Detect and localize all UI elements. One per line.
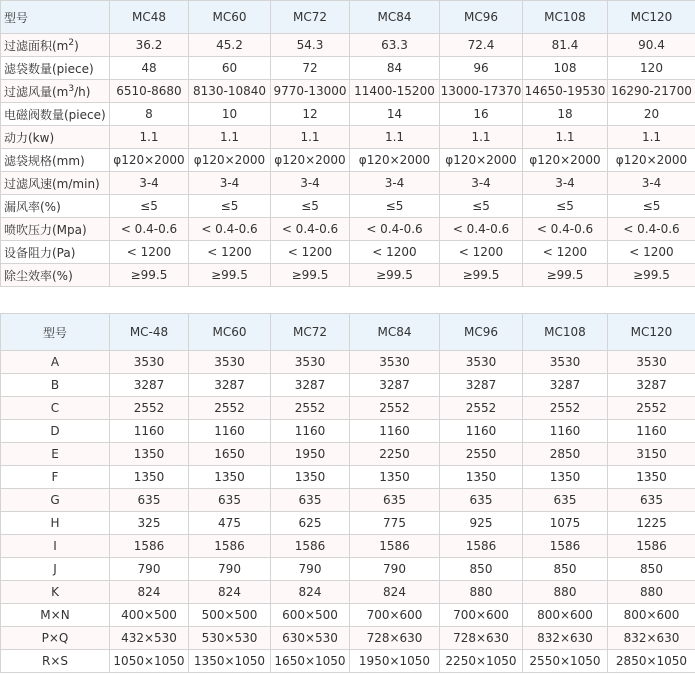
- table-row: [1, 558, 695, 581]
- value-cell: ≤5: [110, 195, 189, 218]
- value-cell: 3287: [440, 374, 523, 397]
- row-label: C: [50, 401, 60, 415]
- value-cell: 54.3: [271, 34, 350, 57]
- row-label: 除尘效率(%): [4, 268, 73, 283]
- value-cell: 2550: [440, 443, 523, 466]
- value-cell: 1160: [271, 420, 350, 443]
- row-label-cell: [1, 351, 110, 374]
- dim-table-body: [1, 314, 695, 673]
- value-cell: 790: [350, 558, 440, 581]
- header-model-cell: MC-48: [110, 314, 189, 351]
- row-label: 滤袋规格(mm): [4, 153, 85, 168]
- header-model-cell: MC120: [608, 1, 695, 34]
- value-cell: 13000-17370: [440, 80, 523, 103]
- value-cell: < 1200: [110, 241, 189, 264]
- value-cell: 1160: [523, 420, 608, 443]
- table-row: [1, 80, 695, 103]
- value-cell: 1350: [523, 466, 608, 489]
- value-cell: 635: [523, 489, 608, 512]
- row-label-cell: [1, 581, 110, 604]
- value-cell: 2552: [271, 397, 350, 420]
- row-label: M×N: [40, 608, 70, 622]
- value-cell: 1.1: [350, 126, 440, 149]
- value-cell: 48: [110, 57, 189, 80]
- value-cell: 475: [189, 512, 271, 535]
- table-row: [1, 34, 695, 57]
- value-cell: 700×600: [350, 604, 440, 627]
- row-label-cell: [1, 397, 110, 420]
- value-cell: < 0.4-0.6: [523, 218, 608, 241]
- header-row: [1, 1, 695, 34]
- value-cell: 1350×1050: [189, 650, 271, 673]
- table-row: [1, 103, 695, 126]
- value-cell: 500×500: [189, 604, 271, 627]
- value-cell: 1350: [440, 466, 523, 489]
- header-model-cell: MC84: [350, 1, 440, 34]
- value-cell: ≥99.5: [608, 264, 695, 287]
- value-cell: 1.1: [110, 126, 189, 149]
- row-label: P×Q: [41, 631, 69, 645]
- value-cell: 1350: [189, 466, 271, 489]
- row-label-cell: [1, 535, 110, 558]
- table-row: [1, 57, 695, 80]
- value-cell: 635: [110, 489, 189, 512]
- value-cell: 824: [350, 581, 440, 604]
- table-row: [1, 351, 695, 374]
- value-cell: 1586: [110, 535, 189, 558]
- value-cell: 850: [608, 558, 695, 581]
- value-cell: < 0.4-0.6: [608, 218, 695, 241]
- value-cell: 530×530: [189, 627, 271, 650]
- row-label-cell: [1, 489, 110, 512]
- row-label: 滤袋数量(piece): [4, 61, 94, 76]
- value-cell: 3530: [523, 351, 608, 374]
- value-cell: 824: [110, 581, 189, 604]
- value-cell: 120: [608, 57, 695, 80]
- row-label-cell: [1, 650, 110, 673]
- value-cell: 14: [350, 103, 440, 126]
- value-cell: φ120×2000: [608, 149, 695, 172]
- value-cell: 3-4: [110, 172, 189, 195]
- value-cell: < 1200: [440, 241, 523, 264]
- value-cell: 775: [350, 512, 440, 535]
- header-label-cell: 型号: [1, 1, 110, 34]
- value-cell: 2250: [350, 443, 440, 466]
- value-cell: 9770-13000: [271, 80, 350, 103]
- value-cell: 1160: [350, 420, 440, 443]
- row-label-suffix: /h): [74, 84, 91, 99]
- value-cell: < 1200: [189, 241, 271, 264]
- value-cell: 72.4: [440, 34, 523, 57]
- value-cell: 1225: [608, 512, 695, 535]
- value-cell: 1.1: [608, 126, 695, 149]
- value-cell: 790: [189, 558, 271, 581]
- value-cell: 1586: [271, 535, 350, 558]
- value-cell: 3530: [189, 351, 271, 374]
- value-cell: 1586: [440, 535, 523, 558]
- value-cell: 84: [350, 57, 440, 80]
- value-cell: 3287: [271, 374, 350, 397]
- header-model-cell: MC72: [271, 314, 350, 351]
- value-cell: 1160: [110, 420, 189, 443]
- value-cell: 36.2: [110, 34, 189, 57]
- header-model-cell: MC60: [189, 1, 271, 34]
- value-cell: ≤5: [523, 195, 608, 218]
- value-cell: 800×600: [608, 604, 695, 627]
- value-cell: 3287: [608, 374, 695, 397]
- row-label: 电磁阀数量(piece): [4, 107, 106, 122]
- value-cell: 790: [110, 558, 189, 581]
- value-cell: < 0.4-0.6: [110, 218, 189, 241]
- table-row: [1, 264, 695, 287]
- value-cell: 3530: [350, 351, 440, 374]
- table-row: [1, 172, 695, 195]
- value-cell: 2552: [189, 397, 271, 420]
- table-row: [1, 627, 695, 650]
- table-row: [1, 149, 695, 172]
- value-cell: ≤5: [189, 195, 271, 218]
- value-cell: φ120×2000: [440, 149, 523, 172]
- value-cell: < 0.4-0.6: [271, 218, 350, 241]
- value-cell: < 1200: [523, 241, 608, 264]
- header-model-cell: MC48: [110, 1, 189, 34]
- value-cell: 1650×1050: [271, 650, 350, 673]
- value-cell: ≤5: [608, 195, 695, 218]
- row-label-cell: [1, 420, 110, 443]
- value-cell: 1350: [350, 466, 440, 489]
- row-label-cell: [1, 443, 110, 466]
- value-cell: < 1200: [350, 241, 440, 264]
- value-cell: 635: [440, 489, 523, 512]
- header-model-cell: MC72: [271, 1, 350, 34]
- table-row: [1, 420, 695, 443]
- row-label: 过滤风速(m/min): [4, 176, 100, 191]
- value-cell: 1950: [271, 443, 350, 466]
- value-cell: 3-4: [350, 172, 440, 195]
- table-row: [1, 397, 695, 420]
- row-label: K: [51, 585, 59, 599]
- value-cell: 2850: [523, 443, 608, 466]
- value-cell: 3-4: [271, 172, 350, 195]
- table-row: [1, 650, 695, 673]
- value-cell: 18: [523, 103, 608, 126]
- table-row: [1, 535, 695, 558]
- value-cell: 1160: [440, 420, 523, 443]
- value-cell: ≥99.5: [523, 264, 608, 287]
- row-label: R×S: [41, 654, 68, 668]
- row-label: 过滤风量(m: [4, 84, 69, 99]
- value-cell: 625: [271, 512, 350, 535]
- value-cell: 2550×1050: [523, 650, 608, 673]
- value-cell: 3-4: [440, 172, 523, 195]
- value-cell: 63.3: [350, 34, 440, 57]
- value-cell: 3-4: [189, 172, 271, 195]
- row-label: 过滤面积(m: [4, 38, 69, 53]
- header-model-cell: MC108: [523, 1, 608, 34]
- header-model-cell: MC108: [523, 314, 608, 351]
- value-cell: φ120×2000: [189, 149, 271, 172]
- value-cell: 3530: [110, 351, 189, 374]
- row-label-cell: [1, 627, 110, 650]
- row-label-cell: [1, 604, 110, 627]
- row-label-cell: [1, 149, 110, 172]
- value-cell: φ120×2000: [523, 149, 608, 172]
- value-cell: 1160: [189, 420, 271, 443]
- row-label-cell: [1, 512, 110, 535]
- value-cell: 2250×1050: [440, 650, 523, 673]
- value-cell: 824: [189, 581, 271, 604]
- value-cell: ≤5: [271, 195, 350, 218]
- value-cell: 728×630: [440, 627, 523, 650]
- value-cell: 1650: [189, 443, 271, 466]
- value-cell: 12: [271, 103, 350, 126]
- header-label-cell: 型号: [1, 314, 110, 351]
- row-label-cell: [1, 126, 110, 149]
- value-cell: 850: [523, 558, 608, 581]
- value-cell: 790: [271, 558, 350, 581]
- value-cell: 850: [440, 558, 523, 581]
- table-row: [1, 466, 695, 489]
- row-label-cell: [1, 103, 110, 126]
- row-label: G: [50, 493, 60, 507]
- value-cell: 432×530: [110, 627, 189, 650]
- value-cell: 635: [608, 489, 695, 512]
- value-cell: 1350: [110, 466, 189, 489]
- value-cell: 1050×1050: [110, 650, 189, 673]
- value-cell: 10: [189, 103, 271, 126]
- row-label-cell: [1, 558, 110, 581]
- dim-table: [0, 313, 695, 673]
- value-cell: 1586: [189, 535, 271, 558]
- value-cell: 1950×1050: [350, 650, 440, 673]
- table-row: [1, 489, 695, 512]
- value-cell: 3530: [608, 351, 695, 374]
- value-cell: 20: [608, 103, 695, 126]
- row-label-cell: [1, 241, 110, 264]
- value-cell: 3287: [523, 374, 608, 397]
- value-cell: ≥99.5: [271, 264, 350, 287]
- value-cell: 600×500: [271, 604, 350, 627]
- row-label-cell: [1, 34, 110, 57]
- value-cell: 2850×1050: [608, 650, 695, 673]
- table-row: [1, 512, 695, 535]
- value-cell: 96: [440, 57, 523, 80]
- row-label: D: [50, 424, 60, 438]
- value-cell: 6510-8680: [110, 80, 189, 103]
- row-label-superscript: 2: [68, 37, 75, 48]
- row-label-cell: [1, 80, 110, 103]
- value-cell: 635: [271, 489, 350, 512]
- row-label: B: [50, 378, 60, 392]
- value-cell: 832×630: [608, 627, 695, 650]
- table-row: [1, 241, 695, 264]
- value-cell: 1.1: [440, 126, 523, 149]
- value-cell: 1075: [523, 512, 608, 535]
- row-label-cell: [1, 466, 110, 489]
- value-cell: 325: [110, 512, 189, 535]
- spec-table: [0, 0, 695, 287]
- table-row: [1, 218, 695, 241]
- value-cell: 880: [608, 581, 695, 604]
- value-cell: 16: [440, 103, 523, 126]
- value-cell: 2552: [523, 397, 608, 420]
- value-cell: 2552: [110, 397, 189, 420]
- value-cell: 1586: [523, 535, 608, 558]
- value-cell: 728×630: [350, 627, 440, 650]
- value-cell: < 1200: [271, 241, 350, 264]
- value-cell: 1.1: [189, 126, 271, 149]
- header-model-cell: MC84: [350, 314, 440, 351]
- row-label: J: [53, 562, 57, 576]
- value-cell: 700×600: [440, 604, 523, 627]
- table-row: [1, 195, 695, 218]
- value-cell: < 0.4-0.6: [189, 218, 271, 241]
- row-label: 设备阻力(Pa): [4, 245, 76, 260]
- spec-table-body: [1, 1, 695, 287]
- value-cell: 3287: [350, 374, 440, 397]
- header-model-cell: MC60: [189, 314, 271, 351]
- row-label-suffix: ): [74, 38, 79, 53]
- value-cell: < 1200: [608, 241, 695, 264]
- table-row: [1, 126, 695, 149]
- value-cell: 8: [110, 103, 189, 126]
- row-label-cell: [1, 264, 110, 287]
- value-cell: φ120×2000: [350, 149, 440, 172]
- value-cell: 630×530: [271, 627, 350, 650]
- value-cell: 60: [189, 57, 271, 80]
- value-cell: 45.2: [189, 34, 271, 57]
- row-label-cell: [1, 374, 110, 397]
- value-cell: 2552: [608, 397, 695, 420]
- value-cell: 16290-21700: [608, 80, 695, 103]
- row-label-cell: [1, 172, 110, 195]
- value-cell: 90.4: [608, 34, 695, 57]
- row-label-cell: [1, 218, 110, 241]
- header-row: [1, 314, 695, 351]
- value-cell: ≥99.5: [440, 264, 523, 287]
- value-cell: 1.1: [523, 126, 608, 149]
- row-label: 漏风率(%): [4, 199, 61, 214]
- value-cell: 1160: [608, 420, 695, 443]
- row-label: 动力(kw): [4, 130, 55, 145]
- value-cell: 108: [523, 57, 608, 80]
- value-cell: 1350: [110, 443, 189, 466]
- table-row: [1, 374, 695, 397]
- value-cell: 3-4: [608, 172, 695, 195]
- table-row: [1, 604, 695, 627]
- value-cell: 11400-15200: [350, 80, 440, 103]
- value-cell: 3287: [189, 374, 271, 397]
- value-cell: ≥99.5: [189, 264, 271, 287]
- row-label-cell: [1, 57, 110, 80]
- row-label-superscript: 3: [68, 83, 75, 94]
- value-cell: < 0.4-0.6: [350, 218, 440, 241]
- value-cell: 635: [189, 489, 271, 512]
- header-model-cell: MC120: [608, 314, 695, 351]
- value-cell: 635: [350, 489, 440, 512]
- row-label-cell: [1, 195, 110, 218]
- value-cell: φ120×2000: [110, 149, 189, 172]
- value-cell: ≥99.5: [350, 264, 440, 287]
- value-cell: 1350: [608, 466, 695, 489]
- value-cell: 14650-19530: [523, 80, 608, 103]
- value-cell: 81.4: [523, 34, 608, 57]
- value-cell: 1350: [271, 466, 350, 489]
- header-model-cell: MC96: [440, 314, 523, 351]
- value-cell: 2552: [350, 397, 440, 420]
- row-label: H: [50, 516, 60, 530]
- value-cell: ≤5: [440, 195, 523, 218]
- value-cell: 925: [440, 512, 523, 535]
- value-cell: 1586: [608, 535, 695, 558]
- row-label: A: [50, 355, 60, 369]
- table-row: [1, 581, 695, 604]
- row-label: I: [53, 539, 57, 553]
- value-cell: ≤5: [350, 195, 440, 218]
- value-cell: 3530: [271, 351, 350, 374]
- value-cell: 3150: [608, 443, 695, 466]
- row-label: 喷吹压力(Mpa): [4, 222, 87, 237]
- value-cell: 3530: [440, 351, 523, 374]
- value-cell: 832×630: [523, 627, 608, 650]
- value-cell: 400×500: [110, 604, 189, 627]
- value-cell: 8130-10840: [189, 80, 271, 103]
- value-cell: 1586: [350, 535, 440, 558]
- value-cell: 880: [440, 581, 523, 604]
- value-cell: φ120×2000: [271, 149, 350, 172]
- value-cell: 824: [271, 581, 350, 604]
- row-label: E: [51, 447, 59, 461]
- table-row: [1, 443, 695, 466]
- value-cell: ≥99.5: [110, 264, 189, 287]
- value-cell: 3287: [110, 374, 189, 397]
- value-cell: 1.1: [271, 126, 350, 149]
- value-cell: 800×600: [523, 604, 608, 627]
- row-label: F: [51, 470, 59, 484]
- header-model-cell: MC96: [440, 1, 523, 34]
- value-cell: 72: [271, 57, 350, 80]
- value-cell: 2552: [440, 397, 523, 420]
- value-cell: 880: [523, 581, 608, 604]
- value-cell: 3-4: [523, 172, 608, 195]
- value-cell: < 0.4-0.6: [440, 218, 523, 241]
